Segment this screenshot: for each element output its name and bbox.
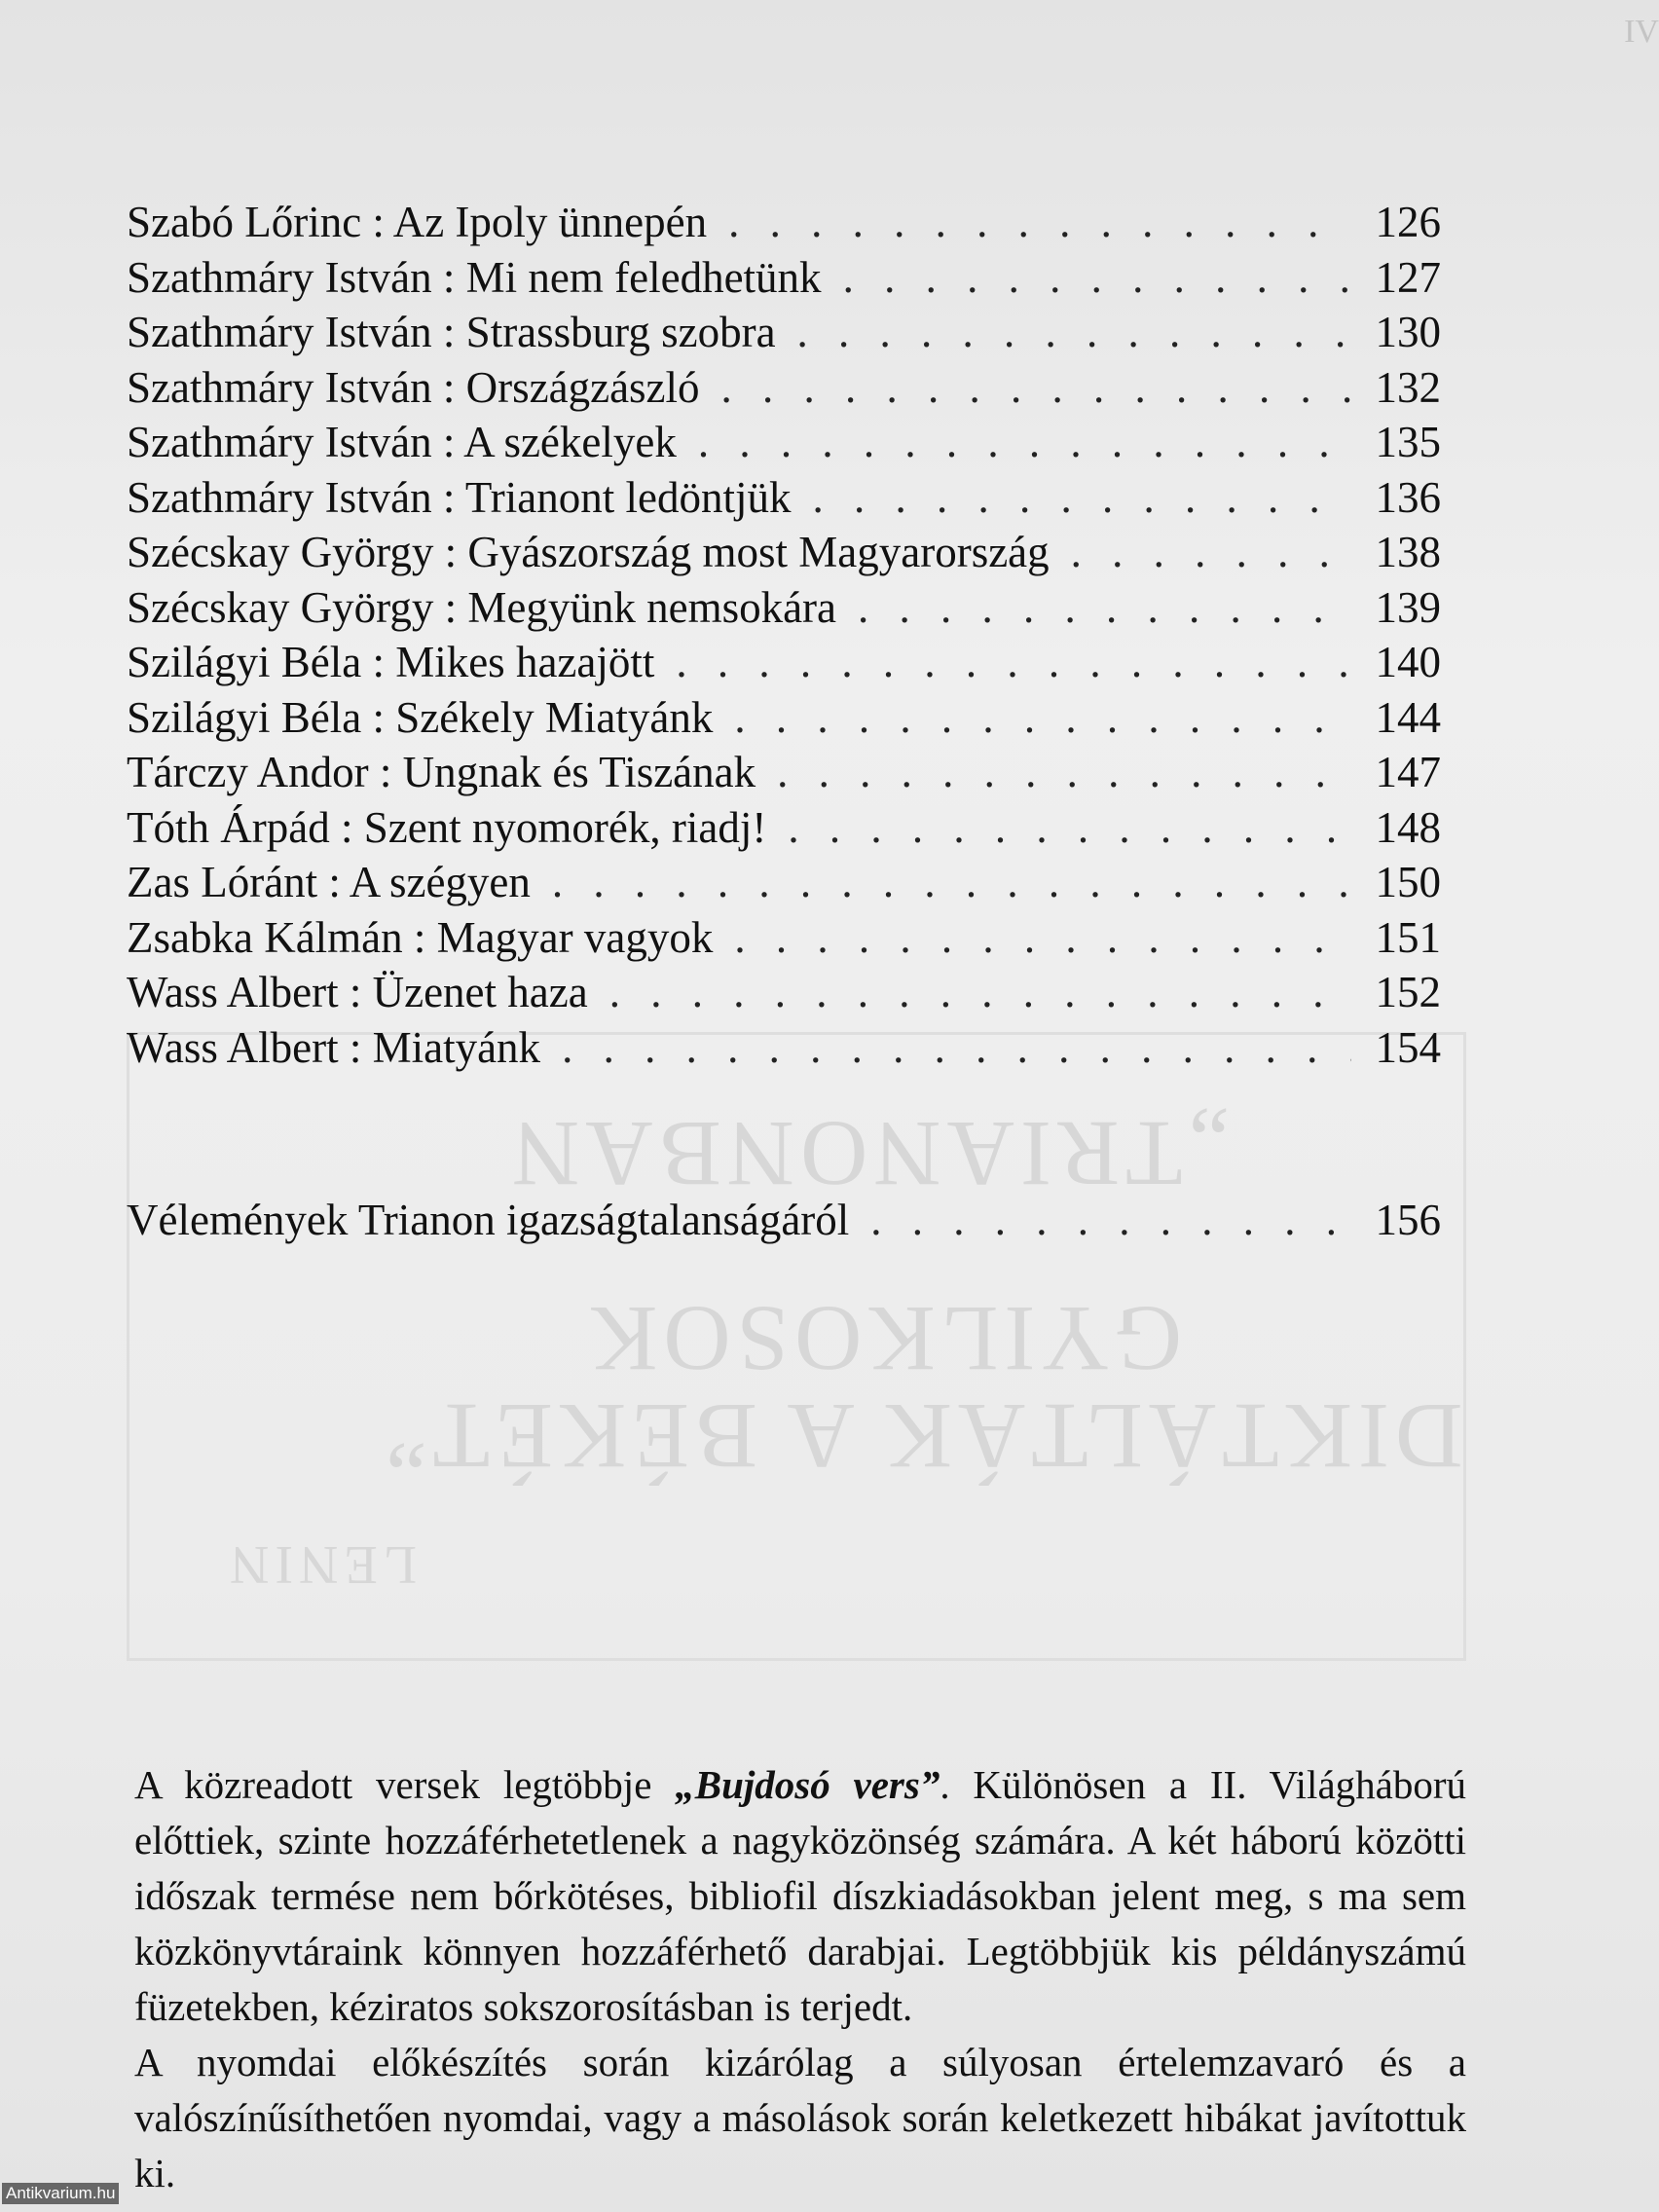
note-text: A közreadott versek legtöbbje	[134, 1762, 676, 1807]
toc-entry-title: Szécskay György : Megyünk nemsokára	[127, 582, 837, 632]
toc-entry-title: Tárczy Andor : Ungnak és Tiszának	[127, 748, 756, 796]
leader-dots	[788, 800, 1351, 855]
toc-entry-title: Wass Albert : Miatyánk	[127, 1022, 541, 1072]
leader-dots	[721, 360, 1351, 415]
toc-entry-title: Szabó Lőrinc : Az Ipoly ünnepén	[127, 198, 708, 246]
toc-page-number: 138	[1375, 528, 1441, 576]
toc-page-number: 150	[1375, 858, 1441, 906]
watermark: Antikvarium.hu	[2, 2183, 119, 2204]
leader-dots	[797, 305, 1351, 359]
toc-row	[127, 305, 1441, 360]
toc-row	[127, 250, 1441, 306]
leader-dots	[562, 1020, 1351, 1075]
leader-dots	[734, 690, 1351, 745]
note-paragraph	[134, 1757, 1466, 2035]
page-corner-mark: IV	[1624, 14, 1659, 50]
leader-dots	[609, 965, 1351, 1019]
leader-dots	[734, 910, 1351, 965]
toc-page-number: 152	[1375, 968, 1441, 1016]
toc-page-number: 132	[1375, 362, 1441, 412]
toc-entry-title: Tóth Árpád : Szent nyomorék, riadj!	[127, 802, 767, 852]
toc-entry-title: Wass Albert : Üzenet haza	[127, 968, 588, 1016]
leader-dots	[698, 415, 1351, 469]
toc-page-number: 140	[1375, 638, 1441, 686]
show-through-line: DIKTÁLTÁK A BÉKÉT”	[380, 1384, 1463, 1489]
note-emphasis: „Bujdosó vers”	[675, 1762, 940, 1807]
toc-entry-title: Szathmáry István : Strassburg szobra	[127, 308, 776, 356]
table-of-contents	[127, 195, 1441, 1075]
leader-dots	[728, 195, 1351, 249]
note-text: . Különösen a II. Világháború előttiek, szinte hozzáférhetetlenek a nagyközönség számára. A két háború közötti időszak termése nem bőrkötéses, bibliofil díszkiadásokban jelent meg, s ma sem közkönyvtáraink könnyen hozzáférhető darabjai. Legtöbbjük kis példányszámú füzetekben, kéziratos sokszorosításban is terjedt.	[134, 1762, 1466, 2029]
toc-page-number: 126	[1375, 198, 1441, 246]
toc-row	[127, 1020, 1441, 1076]
toc-row	[127, 525, 1441, 580]
toc-row	[127, 800, 1441, 856]
toc-row	[127, 745, 1441, 800]
editorial-note	[134, 1757, 1466, 2201]
toc-page-number: 144	[1375, 692, 1441, 742]
toc-row	[127, 415, 1441, 470]
toc-page-number: 151	[1375, 912, 1441, 962]
leader-dots	[676, 635, 1351, 689]
toc-page-number: 148	[1375, 802, 1441, 852]
toc-row	[127, 855, 1441, 910]
toc-entry-title: Szilágyi Béla : Mikes hazajött	[127, 638, 655, 686]
toc-page-number: 154	[1375, 1022, 1441, 1072]
toc-entry-title: Szathmáry István : Mi nem feledhetünk	[127, 252, 822, 302]
leader-dots	[870, 1193, 1351, 1247]
toc-page-number: 139	[1375, 582, 1441, 632]
leader-dots	[858, 580, 1351, 635]
show-through-line: „TRIANONBAN	[506, 1102, 1231, 1206]
toc-page-number: 136	[1375, 472, 1441, 522]
show-through-line: GYILKOSOK	[584, 1287, 1182, 1391]
toc-extra-entry	[127, 1193, 1441, 1248]
leader-dots	[812, 470, 1351, 525]
toc-page-number: 135	[1375, 418, 1441, 466]
toc-entry-title: Zsabka Kálmán : Magyar vagyok	[127, 912, 714, 962]
toc-entry-title: Szécskay György : Gyászország most Magyarország	[127, 528, 1050, 576]
toc-entry-title: Szathmáry István : Trianont ledöntjük	[127, 472, 792, 522]
leader-dots	[843, 250, 1351, 305]
toc-row	[127, 360, 1441, 416]
toc-page-number: 147	[1375, 748, 1441, 796]
toc-entry-title: Szathmáry István : A székelyek	[127, 418, 677, 466]
toc-entry-title: Szilágyi Béla : Székely Miatyánk	[127, 692, 714, 742]
toc-row	[127, 635, 1441, 690]
toc-row	[127, 1193, 1441, 1248]
toc-row	[127, 470, 1441, 526]
toc-page-number: 127	[1375, 252, 1441, 302]
toc-row	[127, 580, 1441, 636]
toc-row	[127, 965, 1441, 1020]
toc-row	[127, 910, 1441, 966]
toc-entry-title: Vélemények Trianon igazságtalanságáról	[127, 1196, 850, 1244]
toc-page-number: 130	[1375, 308, 1441, 356]
toc-row	[127, 690, 1441, 746]
toc-entry-title: Szathmáry István : Országzászló	[127, 362, 700, 412]
toc-page-number: 156	[1375, 1196, 1441, 1244]
toc-entry-title: Zas Lóránt : A szégyen	[127, 858, 531, 906]
toc-row	[127, 195, 1441, 250]
show-through-line: LENIN	[224, 1534, 417, 1595]
leader-dots	[1071, 525, 1351, 579]
note-paragraph: A nyomdai előkészítés során kizárólag a súlyosan értelemzavaró és a valószínűsíthetően nyomdai, vagy a másolások során keletkezett hibákat javítottuk ki.	[134, 2040, 1466, 2195]
leader-dots	[777, 745, 1351, 799]
leader-dots	[552, 855, 1351, 909]
